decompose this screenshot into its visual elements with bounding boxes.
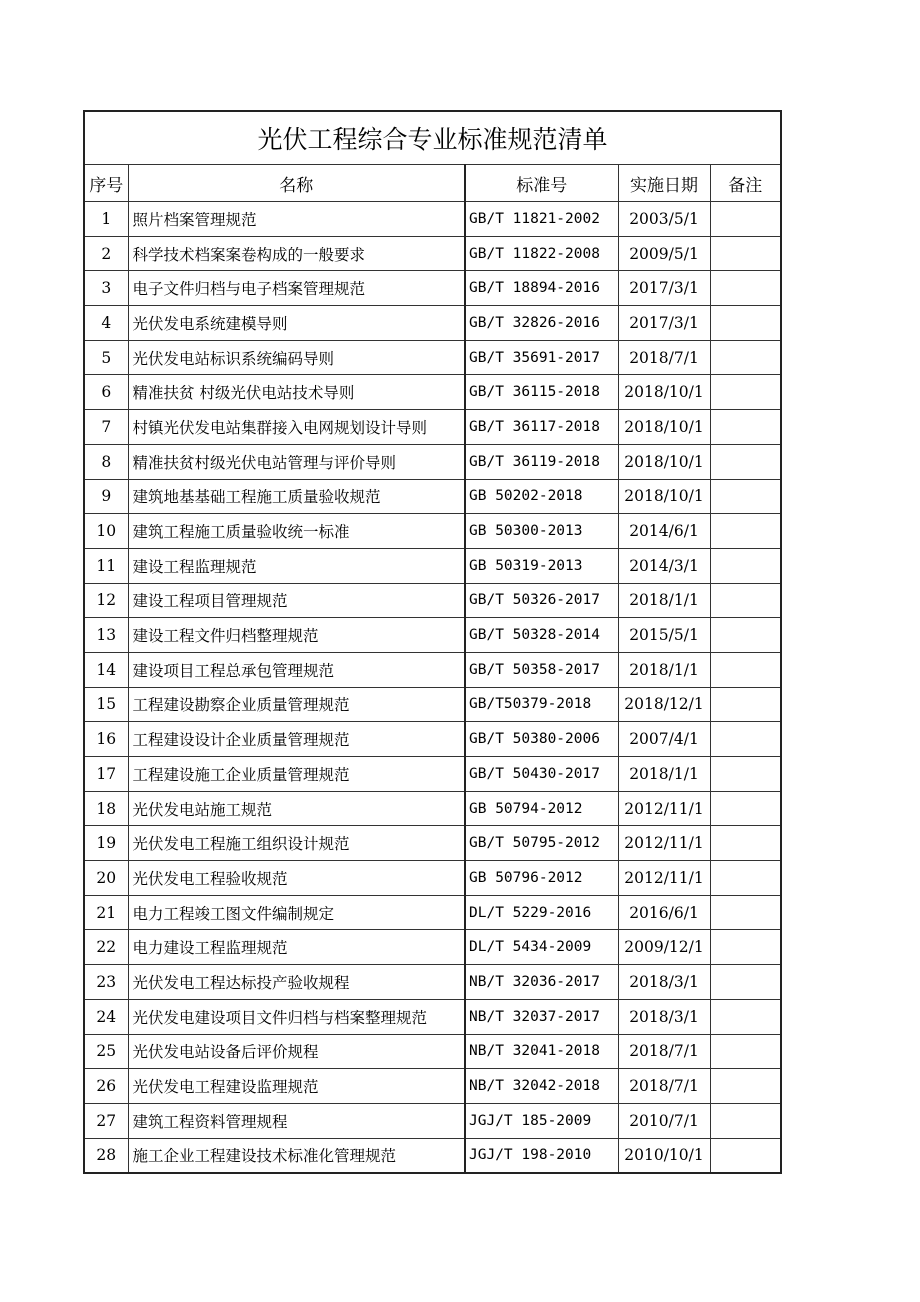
cell-seq: 18 — [84, 791, 128, 826]
cell-note — [710, 861, 781, 896]
cell-std: JGJ/T 185-2009 — [465, 1103, 618, 1138]
cell-note — [710, 236, 781, 271]
cell-date: 2016/6/1 — [618, 895, 710, 930]
table-row — [84, 514, 781, 549]
cell-name: 精准扶贫 村级光伏电站技术导则 — [128, 375, 465, 410]
cell-seq: 4 — [84, 306, 128, 341]
cell-name: 建筑地基基础工程施工质量验收规范 — [128, 479, 465, 514]
cell-date: 2017/3/1 — [618, 306, 710, 341]
cell-name: 建筑工程资料管理规程 — [128, 1103, 465, 1138]
cell-date: 2018/7/1 — [618, 1034, 710, 1069]
table-row — [84, 271, 781, 306]
cell-name: 工程建设勘察企业质量管理规范 — [128, 687, 465, 722]
table-row — [84, 757, 781, 792]
page-title: 光伏工程综合专业标准规范清单 — [84, 111, 781, 165]
table-row — [84, 236, 781, 271]
cell-std: DL/T 5434-2009 — [465, 930, 618, 965]
cell-name: 光伏发电工程达标投产验收规程 — [128, 965, 465, 1000]
cell-name: 建设工程监理规范 — [128, 548, 465, 583]
cell-note — [710, 722, 781, 757]
cell-name: 电子文件归档与电子档案管理规范 — [128, 271, 465, 306]
cell-name: 光伏发电工程施工组织设计规范 — [128, 826, 465, 861]
header-date: 实施日期 — [618, 165, 710, 202]
cell-date: 2018/12/1 — [618, 687, 710, 722]
cell-note — [710, 340, 781, 375]
cell-date: 2010/7/1 — [618, 1103, 710, 1138]
cell-note — [710, 687, 781, 722]
cell-name: 光伏发电站标识系统编码导则 — [128, 340, 465, 375]
cell-seq: 1 — [84, 202, 128, 237]
table-row — [84, 444, 781, 479]
header-row — [84, 165, 781, 202]
cell-date: 2010/10/1 — [618, 1138, 710, 1173]
cell-date: 2018/3/1 — [618, 999, 710, 1034]
cell-date: 2009/5/1 — [618, 236, 710, 271]
table-row — [84, 1103, 781, 1138]
cell-std: GB/T 32826-2016 — [465, 306, 618, 341]
cell-note — [710, 895, 781, 930]
cell-date: 2012/11/1 — [618, 826, 710, 861]
cell-note — [710, 514, 781, 549]
cell-std: GB/T 36115-2018 — [465, 375, 618, 410]
cell-name: 建筑工程施工质量验收统一标准 — [128, 514, 465, 549]
cell-seq: 13 — [84, 618, 128, 653]
cell-seq: 7 — [84, 410, 128, 445]
cell-name: 村镇光伏发电站集群接入电网规划设计导则 — [128, 410, 465, 445]
cell-date: 2018/1/1 — [618, 583, 710, 618]
table-row — [84, 722, 781, 757]
cell-note — [710, 271, 781, 306]
cell-std: GB/T 50380-2006 — [465, 722, 618, 757]
table-row — [84, 306, 781, 341]
table-row — [84, 999, 781, 1034]
table-row — [84, 479, 781, 514]
cell-std: GB 50202-2018 — [465, 479, 618, 514]
cell-date: 2007/4/1 — [618, 722, 710, 757]
header-seq: 序号 — [84, 165, 128, 202]
cell-std: GB 50794-2012 — [465, 791, 618, 826]
cell-name: 建设工程文件归档整理规范 — [128, 618, 465, 653]
cell-name: 照片档案管理规范 — [128, 202, 465, 237]
cell-std: GB/T 50358-2017 — [465, 652, 618, 687]
cell-seq: 26 — [84, 1069, 128, 1104]
cell-seq: 9 — [84, 479, 128, 514]
cell-date: 2018/10/1 — [618, 444, 710, 479]
cell-name: 光伏发电站施工规范 — [128, 791, 465, 826]
cell-seq: 6 — [84, 375, 128, 410]
cell-date: 2012/11/1 — [618, 791, 710, 826]
cell-note — [710, 965, 781, 1000]
table-row — [84, 340, 781, 375]
cell-note — [710, 1138, 781, 1173]
cell-note — [710, 479, 781, 514]
cell-note — [710, 826, 781, 861]
cell-date: 2018/10/1 — [618, 479, 710, 514]
table-row — [84, 687, 781, 722]
cell-note — [710, 548, 781, 583]
cell-name: 光伏发电工程建设监理规范 — [128, 1069, 465, 1104]
cell-seq: 10 — [84, 514, 128, 549]
cell-name: 工程建设施工企业质量管理规范 — [128, 757, 465, 792]
table-row — [84, 410, 781, 445]
cell-seq: 23 — [84, 965, 128, 1000]
cell-date: 2003/5/1 — [618, 202, 710, 237]
cell-seq: 14 — [84, 652, 128, 687]
cell-date: 2014/3/1 — [618, 548, 710, 583]
table-row — [84, 202, 781, 237]
table-row — [84, 618, 781, 653]
cell-name: 电力工程竣工图文件编制规定 — [128, 895, 465, 930]
cell-date: 2014/6/1 — [618, 514, 710, 549]
cell-std: GB/T 35691-2017 — [465, 340, 618, 375]
cell-seq: 12 — [84, 583, 128, 618]
cell-std: GB/T 11822-2008 — [465, 236, 618, 271]
table-row — [84, 1138, 781, 1173]
cell-date: 2018/1/1 — [618, 757, 710, 792]
cell-note — [710, 444, 781, 479]
cell-note — [710, 930, 781, 965]
cell-std: GB/T 50326-2017 — [465, 583, 618, 618]
cell-name: 工程建设设计企业质量管理规范 — [128, 722, 465, 757]
table-row — [84, 861, 781, 896]
cell-seq: 15 — [84, 687, 128, 722]
cell-name: 电力建设工程监理规范 — [128, 930, 465, 965]
cell-seq: 19 — [84, 826, 128, 861]
cell-std: GB/T 36119-2018 — [465, 444, 618, 479]
cell-seq: 24 — [84, 999, 128, 1034]
cell-date: 2018/7/1 — [618, 340, 710, 375]
cell-note — [710, 791, 781, 826]
cell-seq: 8 — [84, 444, 128, 479]
cell-std: GB/T 50328-2014 — [465, 618, 618, 653]
table-row — [84, 895, 781, 930]
cell-note — [710, 652, 781, 687]
cell-seq: 11 — [84, 548, 128, 583]
table-row — [84, 375, 781, 410]
standards-table — [83, 110, 782, 1174]
cell-seq: 5 — [84, 340, 128, 375]
table-row — [84, 548, 781, 583]
cell-seq: 25 — [84, 1034, 128, 1069]
cell-seq: 17 — [84, 757, 128, 792]
cell-name: 光伏发电建设项目文件归档与档案整理规范 — [128, 999, 465, 1034]
table-row — [84, 826, 781, 861]
cell-std: GB 50300-2013 — [465, 514, 618, 549]
cell-note — [710, 618, 781, 653]
cell-std: GB 50319-2013 — [465, 548, 618, 583]
header-name: 名称 — [128, 165, 465, 202]
cell-std: GB/T50379-2018 — [465, 687, 618, 722]
table-row — [84, 583, 781, 618]
cell-name: 施工企业工程建设技术标准化管理规范 — [128, 1138, 465, 1173]
cell-seq: 3 — [84, 271, 128, 306]
cell-seq: 2 — [84, 236, 128, 271]
cell-std: GB/T 18894-2016 — [465, 271, 618, 306]
cell-std: GB/T 50795-2012 — [465, 826, 618, 861]
cell-name: 科学技术档案案卷构成的一般要求 — [128, 236, 465, 271]
cell-note — [710, 583, 781, 618]
cell-date: 2018/10/1 — [618, 375, 710, 410]
cell-name: 精准扶贫村级光伏电站管理与评价导则 — [128, 444, 465, 479]
cell-note — [710, 1103, 781, 1138]
cell-note — [710, 1034, 781, 1069]
header-note: 备注 — [710, 165, 781, 202]
cell-seq: 22 — [84, 930, 128, 965]
cell-std: NB/T 32042-2018 — [465, 1069, 618, 1104]
cell-std: DL/T 5229-2016 — [465, 895, 618, 930]
cell-seq: 21 — [84, 895, 128, 930]
cell-note — [710, 999, 781, 1034]
table-row — [84, 652, 781, 687]
cell-date: 2018/1/1 — [618, 652, 710, 687]
cell-std: NB/T 32037-2017 — [465, 999, 618, 1034]
cell-seq: 16 — [84, 722, 128, 757]
cell-date: 2018/10/1 — [618, 410, 710, 445]
cell-std: NB/T 32041-2018 — [465, 1034, 618, 1069]
cell-note — [710, 202, 781, 237]
table-row — [84, 1034, 781, 1069]
cell-std: GB/T 36117-2018 — [465, 410, 618, 445]
header-std: 标准号 — [465, 165, 618, 202]
cell-seq: 20 — [84, 861, 128, 896]
cell-note — [710, 306, 781, 341]
table-row — [84, 965, 781, 1000]
cell-note — [710, 375, 781, 410]
table-row — [84, 1069, 781, 1104]
cell-seq: 27 — [84, 1103, 128, 1138]
cell-std: GB 50796-2012 — [465, 861, 618, 896]
cell-date: 2018/7/1 — [618, 1069, 710, 1104]
cell-date: 2015/5/1 — [618, 618, 710, 653]
cell-seq: 28 — [84, 1138, 128, 1173]
cell-note — [710, 757, 781, 792]
cell-std: GB/T 50430-2017 — [465, 757, 618, 792]
cell-std: NB/T 32036-2017 — [465, 965, 618, 1000]
cell-date: 2017/3/1 — [618, 271, 710, 306]
cell-note — [710, 410, 781, 445]
cell-name: 建设工程项目管理规范 — [128, 583, 465, 618]
cell-std: GB/T 11821-2002 — [465, 202, 618, 237]
cell-name: 光伏发电站设备后评价规程 — [128, 1034, 465, 1069]
cell-name: 建设项目工程总承包管理规范 — [128, 652, 465, 687]
table-row — [84, 791, 781, 826]
cell-name: 光伏发电工程验收规范 — [128, 861, 465, 896]
cell-date: 2009/12/1 — [618, 930, 710, 965]
cell-name: 光伏发电系统建模导则 — [128, 306, 465, 341]
cell-std: JGJ/T 198-2010 — [465, 1138, 618, 1173]
table-row — [84, 930, 781, 965]
cell-note — [710, 1069, 781, 1104]
cell-date: 2012/11/1 — [618, 861, 710, 896]
cell-date: 2018/3/1 — [618, 965, 710, 1000]
